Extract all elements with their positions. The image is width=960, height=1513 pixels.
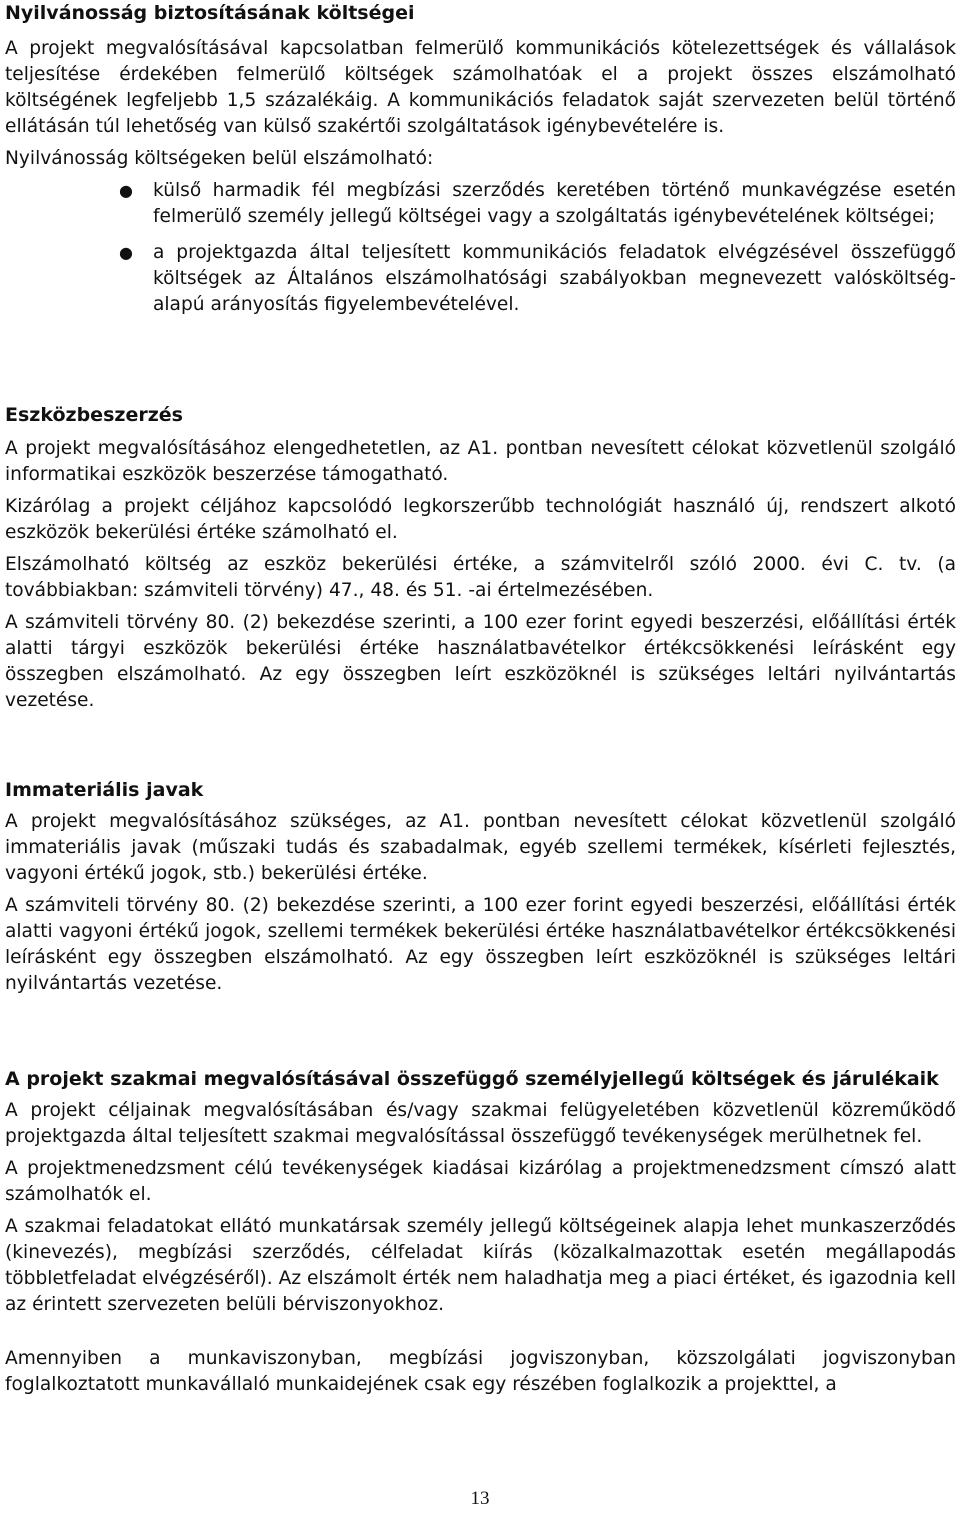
paragraph: Amennyiben a munkaviszonyban, megbízási jogviszonyban, közszolgálati jogviszonyban foglalkoztatott munkavállaló munkaidejének csak egy részében foglalkozik a projekttel, a bbox=[5, 1348, 956, 1395]
bullet-list bbox=[5, 178, 956, 318]
paragraph: A projektmenedzsment célú tevékenységek kiadásai kizárólag a projektmenedzsment címszó alatt számolhatók el. bbox=[5, 1158, 956, 1205]
section-heading: Eszközbeszerzés bbox=[5, 404, 183, 426]
list-item bbox=[119, 178, 956, 230]
section-heading: Immateriális javak bbox=[5, 779, 204, 801]
list-item-text: a projektgazda által teljesített kommunikációs feladatok elvégzésével összefüggő költségek az Általános elszámolhatósági szabályokban megnevezett valósköltség-alapú arányosítás figyelembevételével. bbox=[153, 242, 956, 315]
bullet-icon: ● bbox=[119, 243, 133, 262]
section-nyilvanossag bbox=[5, 0, 956, 328]
section-szemelyjellegu bbox=[5, 1066, 956, 1404]
paragraph: A projekt céljainak megvalósításában és/vagy szakmai felügyeletében közvetlenül közreműködő projektgazda által teljesített szakmai megvalósítással összefüggő tevékenységek merülhetnek fel. bbox=[5, 1100, 956, 1147]
section-heading: Nyilvánosság biztosításának költségei bbox=[5, 2, 415, 24]
bullet-icon: ● bbox=[119, 181, 133, 200]
paragraph: Nyilvánosság költségeken belül elszámolható: bbox=[5, 148, 434, 169]
page-number: 13 bbox=[470, 1488, 490, 1509]
list-item bbox=[119, 240, 956, 318]
list-item-text: külső harmadik fél megbízási szerződés keretében történő munkavégzése esetén felmerülő személy jellegű költségei vagy a szolgáltatás igénybevételének költségei; bbox=[153, 180, 956, 227]
paragraph: A számviteli törvény 80. (2) bekezdése szerinti, a 100 ezer forint egyedi beszerzési, előállítási érték alatti tárgyi eszközök bekerülési értéke használatbavételkor értékcsökkenési leírásként egy összegben elszámolható. Az egy összegben leírt eszközöknél is szükséges leltári nyilvántartás vezetése. bbox=[5, 612, 956, 711]
paragraph: Elszámolható költség az eszköz bekerülési értéke, a számvitelről szóló 2000. évi C. tv. (a továbbiakban: számviteli törvény) 47., 48. és 51. -ai értelmezésében. bbox=[5, 554, 956, 601]
paragraph: A projekt megvalósításával kapcsolatban felmerülő kommunikációs kötelezettségek és vállalások teljesítése érdekében felmerülő költségek számolhatóak el a projekt összes elszámolható költségének legfeljebb 1,5 százalékáig. A kommunikációs feladatok saját szervezeten belül történő ellátásán túl lehetőség van külső szakértői szolgáltatások igénybevételére is. bbox=[5, 38, 956, 137]
paragraph: A szakmai feladatokat ellátó munkatársak személy jellegű költségeinek alapja lehet munkaszerződés (kinevezés), megbízási szerződés, célfeladat kiírás (közalkalmazottak esetén megállapodás többletfeladat elvégzéséről). Az elszámolt érték nem haladhatja meg a piaci értéket, és igazodnia kell az érintett szervezeten belüli bérviszonyokhoz. bbox=[5, 1216, 956, 1315]
paragraph: A számviteli törvény 80. (2) bekezdése szerinti, a 100 ezer forint egyedi beszerzési, előállítási érték alatti vagyoni értékű jogok, szellemi termékek bekerülési értéke használatbavételkor értékcsökkenési leírásként egy összegben elszámolható. Az egy összegben leírt eszközöknél is szükséges leltári nyilvántartás vezetése. bbox=[5, 895, 956, 994]
paragraph: A projekt megvalósításához szükséges, az A1. pontban nevesített célokat közvetlenül szolgáló immateriális javak (műszaki tudás és szabadalmak, egyéb szellemi termékek, kísérleti fejlesztés, vagyoni értékű jogok, stb.) bekerülési értéke. bbox=[5, 811, 956, 884]
section-eszkozbeszerzes bbox=[5, 402, 956, 720]
paragraph: Kizárólag a projekt céljához kapcsolódó legkorszerűbb technológiát használó új, rendszert alkotó eszközök bekerülési értéke számolható el. bbox=[5, 496, 956, 543]
section-heading: A projekt szakmai megvalósításával összefüggő személyjellegű költségek és járulékaik bbox=[5, 1068, 939, 1090]
section-immaterialis bbox=[5, 777, 956, 1003]
paragraph: A projekt megvalósításához elengedhetetlen, az A1. pontban nevesített célokat közvetlenül szolgáló informatikai eszközök beszerzése támogatható. bbox=[5, 438, 956, 485]
